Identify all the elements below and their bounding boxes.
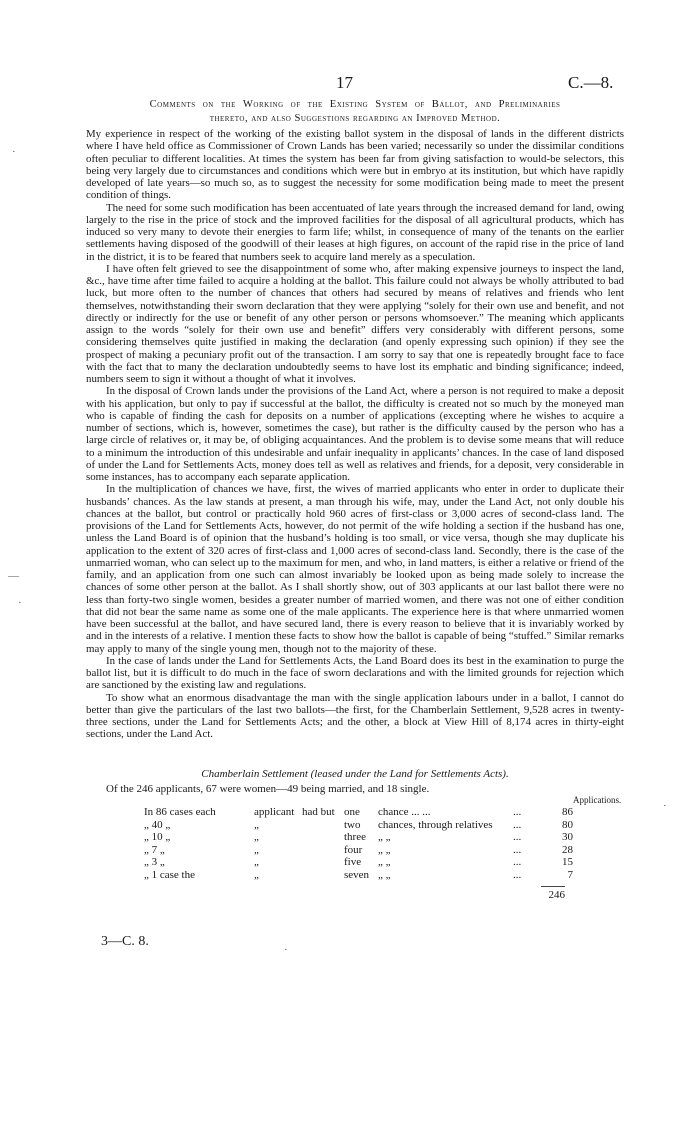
table-cell: „ „ [378,868,391,881]
title-word: Comments [149,99,196,110]
table-cell: five [344,856,362,869]
table-row [144,819,573,832]
table-cell [302,856,344,869]
table-cell: ... [513,806,522,818]
table-cell: „ „ [378,843,391,856]
table-cell: „ [254,843,259,856]
table-cell: one [344,806,360,818]
applications-count: 15 [562,856,573,869]
applications-count: 28 [562,843,573,856]
table-cell: „ „ [378,831,391,844]
table-cell: In 86 cases each [144,806,216,818]
table-cell: „ 10 „ [144,831,171,844]
table-cell: ... [513,856,522,869]
table-row [144,856,573,869]
table-cell: three [344,831,366,844]
table-row [144,869,573,882]
paragraph: In the case of lands under the Land for Settlements Acts, the Land Board does its best in the examination to purge the ballot list, but it is difficult to do much in the face of sworn declarations and with the limited grounds for rejection which are sanctioned by the existing law and regulations. [86,654,624,692]
table-row [144,806,573,819]
table-cell: ... [513,818,522,831]
table-cell: applicant [254,806,295,818]
margin-mark: · [663,800,667,812]
title-word: and [474,99,492,110]
margin-mark: · [18,597,22,609]
margin-mark: · [284,944,288,956]
applications-count: 80 [562,818,573,831]
table-cell: „ [254,831,259,844]
table-cell: „ 3 „ [144,856,165,869]
table-cell: „ 1 case the [144,868,195,881]
table-cell [302,844,344,857]
total-rule [541,886,565,887]
applications-total: 246 [548,889,565,901]
table-cell [302,831,344,844]
table-cell: „ [254,868,259,881]
footer-signature-mark: 3—C. 8. [101,934,149,949]
margin-mark: · [12,146,16,158]
paragraph: In the disposal of Crown lands under the provisions of the Land Act, where a person is not required to make a deposit with his application, but only to pay if successful at the ballot, the difficulty is created not so much by the moneyed man who is capable of finding the cash for deposits on a number of applications (excepting where he wishes to acquire a number of sections, which is, however, sometimes the case), but rather is the difficulty caused by the person who has a large circle of relatives or, it may be, of obliging acquaintances. And the problem is to devise some means that will reduce to a minimum the introduction of this undesirable and unfair inequality in applicants’ chances. In the case of land disposed of under the Land for Settlements Acts, money does tell as well as relatives and friends, for a deposit, very considerable in some instances, has to accompany each separate application. [86,385,624,483]
title-word: Ballot, [431,99,468,110]
table-cell: „ 7 „ [144,843,165,856]
section-title-line-2: thereto, and also Suggestions regarding an Improved Method. [209,112,501,124]
body-text [86,128,624,741]
title-word: Preliminaries [498,99,561,110]
paragraph: My experience in respect of the working of the existing ballot system in the disposal of lands in the different districts where I have held office as Commissioner of Crown Lands has been varied; necessarily so under the dissimilar conditions often peculiar to different localities. At times the system has been far from giving satisfaction to would-be selectors, this being very largely due to circumstances and conditions which were but in embryo at its institution, but which have rapidly developed of late years—so much so, as to suggest the necessity for some modification being made to meet the present condition of things. [86,128,624,202]
section-title [86,98,624,125]
table-row [144,831,573,844]
table-cell: had but [302,806,335,818]
table-cell: two [344,818,361,831]
applications-count: 7 [567,868,573,881]
table-row [144,844,573,857]
page-number: 17 [336,73,353,92]
table-cell: „ [254,856,259,869]
title-word: on [202,99,214,110]
table-cell: „ „ [378,856,391,869]
title-word: of [414,99,425,110]
title-word: the [220,99,236,110]
applicants-summary: Of the 246 applicants, 67 were women—49 being married, and 18 single. [106,783,430,795]
paragraph: To show what an enormous disadvantage the man with the single application labours under in a ballot, I cannot do better than give the particulars of the last two ballots—the first, for the Chamberlain Settlement, 9,528 acres in twenty-three sections, under the Land for Settlements Acts; and the other, a block at View Hill of 8,174 acres in thirty-eight sections, under the Land Act. [86,691,624,741]
applications-table [144,806,573,882]
table-cell: chances, through relatives [378,818,493,831]
table-cell: ... [513,843,522,856]
table-cell: chance ... ... [378,806,431,818]
title-word: Working [242,99,284,110]
table-cell: ... [513,868,522,881]
paragraph: In the multiplication of chances we have, first, the wives of married applicants who enter in order to duplicate their husbands’ chances. As the law stands at present, a man through his wife, may, under the Land Act, not only double his chances at the ballot, but control or practically hold 960 acres of first-class or 3,000 acres of second-class land. The provisions of the Land for Settlements Acts, however, do not permit of the wife holding a section if the husband has one, unless the Land Board is of opinion that the husband’s holding is too small, or vice versa, though she may duplicate his application to the extent of 320 acres of first-class and 1,000 acres of second-class land. Secondly, there is the case of the unmarried woman, who can select up to the maximum for men, and who, in land matters, is either a relative or friend of the family, and an application from one such can almost invariably be looked upon as being made solely to increase the chances of some other person at the ballot. As I shall shortly show, out of 303 applicants at our last ballot there were no less than forty-two single women, besides a greater number of married women, and there was not one of either condition that did not bear the same name as some one of the male applicants. The experience here is that where unmarried women have been successful at the ballot, and have secured land, there is every reason to believe that it is invariably worked by and in the interests of a relative. I mention these facts to show how the ballot is capable of being “stuffed.” Similar remarks may apply to many of the single young men, though not to the majority of these. [86,483,625,655]
applications-column-header: Applications. [573,795,622,805]
table-cell [302,869,344,882]
applications-count: 86 [562,806,573,818]
title-word: the [307,99,323,110]
paragraph: I have often felt grieved to see the disappointment of some who, after making expensive journeys to inspect the land, &c., have time after time failed to acquire a holding at the ballot. This failure could not always be wholly attributed to bad luck, but more often to the number of chances that others had secured by means of relatives and friends who lent themselves, notwithstanding their sworn declaration that they were applying “solely for their own use and benefit, and not directly or indirectly for the use or benefit of any other person or persons whomsoever.” The meaning which applicants assign to the words “solely for their own use and benefit” differs very considerably with different persons, some considering themselves quite justified in making the declaration (and openly expressing such opinion) if they see the prospect of making a pecuniary profit out of the transaction. I am sorry to say that one is repeatedly brought face to face with the fact that to many the declaration undoubtedly seems to have lost its emphatic and binding significance; indeed, numbers seem to sign it without a thought of what it involves. [86,262,624,385]
margin-mark: — [8,570,19,582]
settlement-subheading: Chamberlain Settlement (leased under the Land for Settlements Acts). [201,768,509,780]
table-cell: ... [513,831,522,844]
title-word: System [375,99,408,110]
table-cell: four [344,843,363,856]
paragraph: The need for some such modification has been accentuated of late years through the increased demand for land, owing largely to the rise in the price of stock and the improved facilities for the disposal of all agricultural products, which has induced so very many to devote their energies to farm life; whilst, in consequence of many of the tenants on the earlier settlements having disposed of the goodwill of their leases at high figures, on account of the rapid rise in the price of land in the district, it is to be feared that numbers seek to acquire land merely as a speculation. [86,201,624,263]
applications-count: 30 [562,831,573,844]
title-word: of [290,99,301,110]
table-cell: „ 40 „ [144,818,171,831]
document-reference: C.—8. [568,73,614,92]
table-cell: seven [344,868,370,881]
table-cell: „ [254,818,259,831]
section-title-line-1 [86,98,624,112]
table-cell [302,819,344,832]
title-word: Existing [329,99,369,110]
